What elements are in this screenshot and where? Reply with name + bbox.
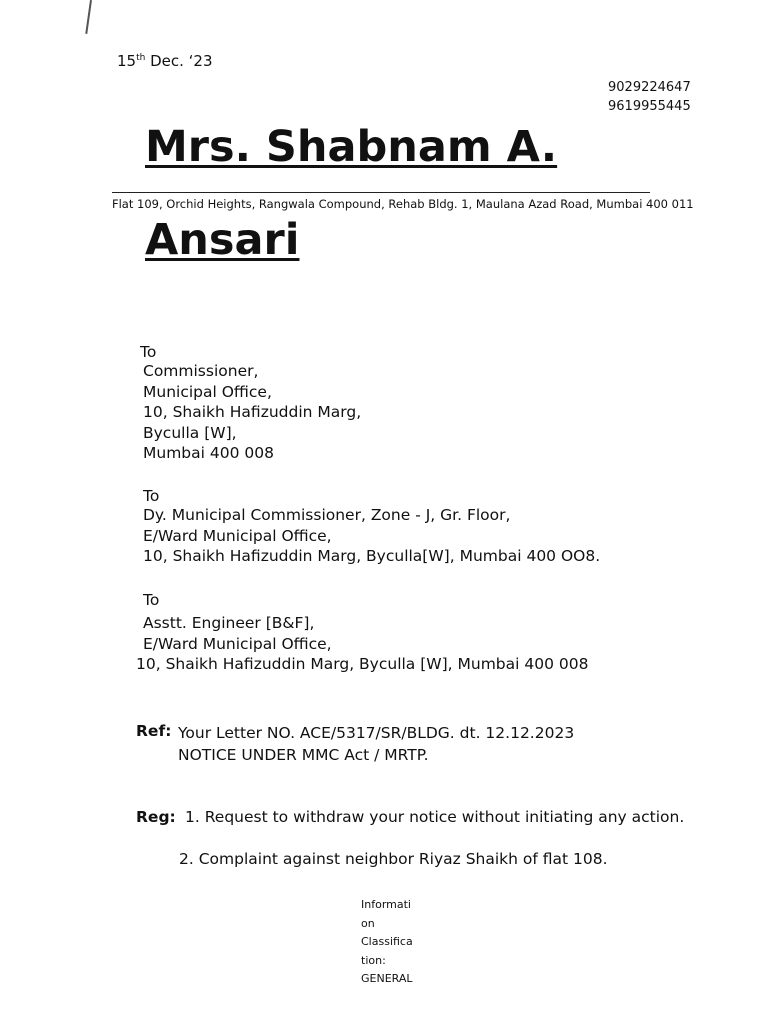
ref-label: Ref: xyxy=(136,722,172,740)
address-line: Dy. Municipal Commissioner, Zone - J, Gr. Floor, xyxy=(143,506,511,524)
ref-text xyxy=(178,722,574,766)
classification-line: Classifica xyxy=(361,935,413,948)
header-rule xyxy=(112,192,650,193)
recipient-to-label: To xyxy=(143,591,160,609)
address-line: 10, Shaikh Hafizuddin Marg, xyxy=(143,403,362,421)
address-line: Asstt. Engineer [B&F], xyxy=(143,614,315,632)
classification-line: on xyxy=(361,916,375,930)
address-line: Municipal Office, xyxy=(143,382,272,401)
information-classification xyxy=(361,896,413,989)
ref-line: NOTICE UNDER MMC Act / MRTP. xyxy=(178,746,429,764)
sender-name-line2: Ansari xyxy=(145,215,300,265)
address-line: E/Ward Municipal Office, xyxy=(143,526,332,545)
address-line: 10, Shaikh Hafizuddin Marg, Byculla[W], Mumbai 400 OO8. xyxy=(143,547,601,565)
reg-label: Reg: xyxy=(136,808,176,826)
recipient-address-commissioner xyxy=(143,361,361,464)
classification-line: tion: xyxy=(361,953,386,967)
phone-number: 9029224647 xyxy=(608,80,691,95)
sender-name-line1: Mrs. Shabnam A. xyxy=(145,122,558,172)
phone-number: 9619955445 xyxy=(608,99,691,114)
recipient-address-dy-commissioner xyxy=(143,505,600,567)
corner-mark xyxy=(85,0,92,34)
classification-line: Informati xyxy=(361,898,411,911)
recipient-to-label: To xyxy=(143,487,160,505)
address-line: E/Ward Municipal Office, xyxy=(143,634,332,653)
reg-item: 2. Complaint against neighbor Riyaz Shaikh of flat 108. xyxy=(179,850,608,868)
address-line: Mumbai 400 008 xyxy=(143,444,274,462)
letter-date: 15th Dec. ‘23 xyxy=(117,52,213,70)
sender-address: Flat 109, Orchid Heights, Rangwala Compound, Rehab Bldg. 1, Maulana Azad Road, Mumbai 400 011 xyxy=(112,197,694,211)
recipient-address-asstt-engineer xyxy=(136,613,589,675)
ref-line: Your Letter NO. ACE/5317/SR/BLDG. dt. 12.12.2023 xyxy=(178,724,575,742)
address-line: Byculla [W], xyxy=(143,423,237,442)
address-line: 10, Shaikh Hafizuddin Marg, Byculla [W], Mumbai 400 008 xyxy=(136,655,589,673)
address-line: Commissioner, xyxy=(143,362,259,380)
reg-item: 1. Request to withdraw your notice without initiating any action. xyxy=(185,808,685,826)
classification-line: GENERAL xyxy=(361,972,413,985)
phone-numbers xyxy=(608,78,691,116)
recipient-to-label: To xyxy=(140,343,157,361)
